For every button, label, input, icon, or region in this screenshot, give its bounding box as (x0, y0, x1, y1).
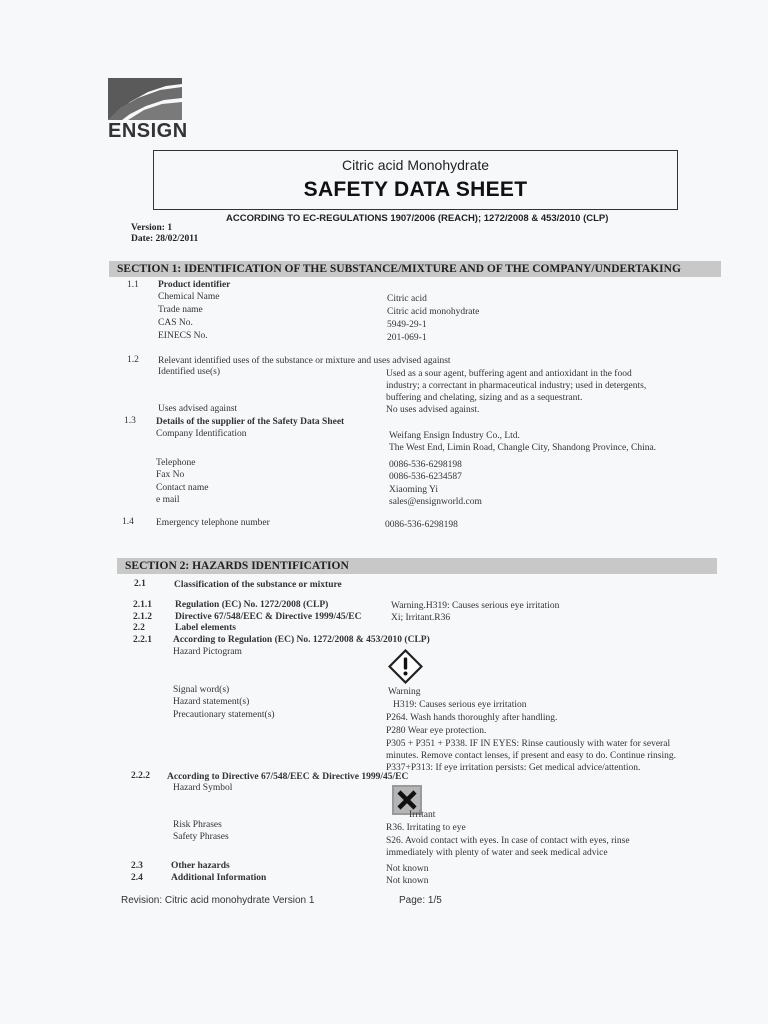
emergency-telephone-label: Emergency telephone number (156, 518, 270, 528)
section-number: 1.3 (124, 416, 136, 426)
version-label: Version: 1 (131, 223, 173, 233)
hazard-statement-value: H319: Causes serious eye irritation (393, 700, 527, 710)
hazard-symbol-label: Hazard Symbol (173, 783, 233, 793)
date-label: Date: 28/02/2011 (131, 234, 199, 244)
section-number: 2.1.1 (133, 600, 152, 610)
telephone-value: 0086-536-6298198 (389, 460, 462, 470)
safety-phrases-line-1: S26. Avoid contact with eyes. In case of contact with eyes, rinse (386, 836, 630, 846)
section-number: 2.2 (133, 623, 145, 633)
contact-name-label: Contact name (156, 483, 209, 493)
additional-information-value: Not known (386, 876, 429, 886)
section-1-heading: SECTION 1: IDENTIFICATION OF THE SUBSTANCE/MIXTURE AND OF THE COMPANY/UNDERTAKING (109, 261, 721, 277)
trade-name-value: Citric acid monohydrate (387, 307, 480, 317)
precautionary-statement-label: Precautionary statement(s) (173, 710, 275, 720)
precaution-p305-line-1: P305 + P351 + P338. IF IN EYES: Rinse cautiously with water for several (386, 739, 671, 749)
identified-uses-line-2: industry; a correctant in pharmaceutical industry; used in detergents, (386, 381, 647, 391)
email-label: e mail (156, 495, 180, 505)
signal-word-value: Warning (388, 687, 421, 697)
precaution-p337: P337+P313: If eye irritation persists: Get medical advice/attention. (386, 763, 641, 773)
other-hazards-title: Other hazards (171, 861, 230, 871)
regulation-clp-title: Regulation (EC) No. 1272/2008 (CLP) (175, 600, 329, 610)
supplier-details-title: Details of the supplier of the Safety Data Sheet (156, 417, 345, 427)
precaution-p280: P280 Wear eye protection. (386, 726, 487, 736)
additional-information-title: Additional Information (171, 873, 267, 883)
section-number: 2.2.2 (131, 771, 150, 781)
contact-name-value: Xiaoming Yi (389, 485, 438, 495)
email-value: sales@ensignworld.com (389, 497, 482, 507)
einecs-label: EINECS No. (158, 331, 208, 341)
relevant-uses-title: Relevant identified uses of the substance or mixture and uses advised against (158, 356, 451, 366)
hazard-statement-label: Hazard statement(s) (173, 697, 250, 707)
section-number: 2.4 (131, 873, 143, 883)
safety-phrases-line-2: immediately with plenty of water and seek medical advice (386, 848, 608, 858)
identified-uses-label: Identified use(s) (158, 367, 220, 377)
risk-phrases-value: R36. Irritating to eye (386, 823, 466, 833)
uses-against-label: Uses advised against (158, 404, 238, 414)
uses-against-value: No uses advised against. (386, 405, 480, 415)
section-number: 1.2 (127, 355, 139, 365)
product-identifier-title: Product identifier (158, 280, 231, 290)
hazard-pictogram-label: Hazard Pictogram (173, 647, 242, 657)
company-address: The West End, Limin Road, Changle City, Shandong Province, China. (389, 443, 657, 453)
precaution-p264: P264. Wash hands thoroughly after handling. (386, 713, 558, 723)
identified-uses-line-3: buffering and chelating, sizing and as a sequestrant. (386, 393, 583, 403)
company-name: Weifang Ensign Industry Co., Ltd. (389, 431, 520, 441)
directive-title: Directive 67/548/EEC & Directive 1999/45/EC (175, 612, 362, 622)
chemical-name-value: Citric acid (387, 294, 427, 304)
label-directive-title: According to Directive 67/548/EEC & Directive 1999/45/EC (167, 772, 409, 782)
section-2-heading: SECTION 2: HAZARDS IDENTIFICATION (117, 558, 717, 574)
emergency-telephone-value: 0086-536-6298198 (385, 520, 458, 530)
fax-label: Fax No (156, 470, 185, 480)
revision-footer: Revision: Citric acid monohydrate Version 1 (121, 895, 315, 906)
section-number: 2.1.2 (133, 612, 152, 622)
company-logo-text: ENSIGN (108, 120, 188, 142)
trade-name-label: Trade name (158, 305, 203, 315)
title-box (153, 150, 678, 210)
section-number: 2.3 (131, 861, 143, 871)
einecs-value: 201-069-1 (387, 333, 427, 343)
signal-word-label: Signal word(s) (173, 685, 230, 695)
regulation-clp-value: Warning.H319: Causes serious eye irritation (391, 601, 560, 611)
cas-value: 5949-29-1 (387, 320, 427, 330)
label-elements-title: Label elements (175, 623, 236, 633)
telephone-label: Telephone (156, 458, 196, 468)
document-title: SAFETY DATA SHEET (303, 178, 528, 201)
regulation-reference: ACCORDING TO EC-REGULATIONS 1907/2006 (REACH); 1272/2008 & 453/2010 (CLP) (226, 213, 609, 224)
section-number: 2.2.1 (133, 635, 152, 645)
identified-uses-line-1: Used as a sour agent, buffering agent and antioxidant in the food (386, 369, 632, 379)
label-clp-title: According to Regulation (EC) No. 1272/2008 & 453/2010 (CLP) (173, 635, 430, 645)
document-subtitle: Citric acid Monohydrate (341, 157, 490, 173)
exclamation-hazard-icon (388, 649, 423, 684)
cas-label: CAS No. (158, 318, 193, 328)
section-number: 1.1 (127, 280, 139, 290)
risk-phrases-label: Risk Phrases (173, 820, 222, 830)
chemical-name-label: Chemical Name (158, 292, 220, 302)
page-number: Page: 1/5 (399, 895, 442, 906)
safety-phrases-label: Safety Phrases (173, 832, 229, 842)
section-number: 1.4 (122, 517, 134, 527)
classification-title: Classification of the substance or mixture (174, 580, 342, 590)
precaution-p305-line-2: minutes. Remove contact lenses, if present and easy to do. Continue rinsing. (386, 751, 676, 761)
fax-value: 0086-536-6234587 (389, 472, 462, 482)
other-hazards-value: Not known (386, 864, 429, 874)
ensign-logo-icon (108, 78, 182, 120)
section-number: 2.1 (134, 579, 146, 589)
irritant-symbol-text: Irritant (409, 810, 436, 820)
company-identification-label: Company Identification (156, 429, 247, 439)
directive-value: Xi; Irritant.R36 (391, 613, 451, 623)
